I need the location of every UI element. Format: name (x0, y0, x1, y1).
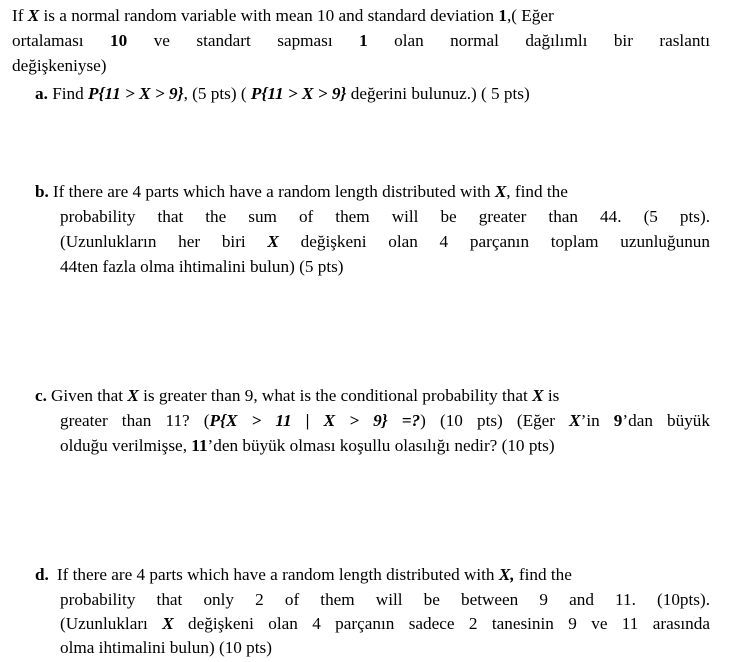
part-a-text: değerini bulunuz.) ( 5 pts) (346, 84, 530, 103)
part-c-text: ’dan büyük (622, 411, 710, 430)
part-c-text: olduğu verilmişse, (60, 436, 192, 455)
intro-word: dağılımlı (525, 31, 588, 50)
part-b-text: değişkeni olan 4 parçanın toplam uzunluğunun (278, 232, 710, 251)
part-c-text: ’den büyük olması koşullu olasılığı nedir? (10 pts) (207, 436, 555, 455)
variable-x: X (162, 614, 174, 633)
intro-word: sapması (277, 31, 333, 50)
part-a-text: Find (47, 84, 89, 103)
part-b-text: 44ten fazla olma ihtimalini bulun) (5 pts) (60, 257, 344, 276)
intro-word: ortalaması (12, 31, 84, 50)
part-b-label: b. (35, 182, 49, 201)
part-d-line-4 (60, 637, 272, 659)
variable-x: X (127, 386, 139, 405)
part-d-text: probability that only 2 of them will be between 9 and 11. (10pts). (60, 590, 710, 609)
part-d-line-2 (60, 589, 710, 611)
part-b-text: , find the (506, 182, 568, 201)
probability-expression: P{11 > X > 9} (250, 84, 347, 103)
std-dev-value: 1 (359, 31, 368, 50)
part-b-line-4 (60, 256, 344, 278)
intro-word: ve (153, 31, 170, 50)
part-d-label: d. (35, 565, 49, 584)
part-c-text: is greater than 9, what is the conditional probability that (138, 386, 533, 405)
variable-x: X (494, 182, 507, 201)
part-c-line-3 (60, 435, 555, 457)
intro-word: bir (613, 31, 633, 50)
part-c-text: greater than 11? ( (60, 411, 210, 430)
intro-text: If (12, 6, 28, 25)
part-b-line-3 (60, 231, 710, 253)
part-a-label: a. (35, 84, 48, 103)
intro-line-2 (12, 30, 710, 52)
intro-text: değişkeniyse) (12, 56, 107, 75)
part-d-text: olma ihtimalini bulun) (10 pts) (60, 638, 272, 657)
part-c-label: c. (35, 386, 47, 405)
probability-expression: P{X > 11 | X > 9} =? (209, 411, 421, 430)
part-d-line-3 (60, 613, 710, 635)
part-b-text: probability that the sum of them will be greater than 44. (5 pts). (60, 207, 710, 226)
part-c-text: Given that (50, 386, 128, 405)
part-c-text: ’in (580, 411, 614, 430)
variable-x: X (569, 411, 581, 430)
part-d-text: If there are 4 parts which have a random length distributed with (56, 565, 499, 584)
intro-text: is a normal random variable with mean 10 and standard deviation (39, 6, 499, 25)
intro-word: olan (394, 31, 424, 50)
part-b-line-2 (60, 206, 710, 228)
intro-text: ,( Eğer (506, 6, 554, 25)
intro-word: raslantı (659, 31, 710, 50)
probability-expression: P{11 > X > 9} (88, 84, 184, 103)
variable-x: X, (498, 565, 515, 584)
part-c-line-1 (35, 385, 559, 407)
threshold-value: 9 (613, 411, 623, 430)
mean-value: 10 (110, 31, 128, 50)
part-a-text: , (5 pts) ( (183, 84, 251, 103)
threshold-value: 11 (191, 436, 208, 455)
part-d-text: find the (514, 565, 572, 584)
intro-line-3 (12, 55, 107, 77)
part-d-text: değişkeni olan 4 parçanın sadece 2 tanesinin 9 ve 11 arasında (173, 614, 710, 633)
intro-word: standart (196, 31, 251, 50)
part-c-line-2 (60, 410, 710, 432)
part-a-line (35, 83, 530, 105)
std-dev-value: 1 (498, 6, 507, 25)
variable-x: X (532, 386, 544, 405)
intro-word: normal (450, 31, 499, 50)
part-b-text: (Uzunlukların her biri (60, 232, 268, 251)
variable-x: X (27, 6, 40, 25)
part-b-line-1 (35, 181, 568, 203)
part-d-line-1 (35, 564, 572, 586)
intro-line-1 (12, 5, 554, 27)
variable-x: X (267, 232, 279, 251)
part-d-text: (Uzunlukları (60, 614, 163, 633)
part-c-text: ) (10 pts) (Eğer (420, 411, 570, 430)
part-c-text: is (543, 386, 560, 405)
part-b-text: If there are 4 parts which have a random length distributed with (52, 182, 495, 201)
